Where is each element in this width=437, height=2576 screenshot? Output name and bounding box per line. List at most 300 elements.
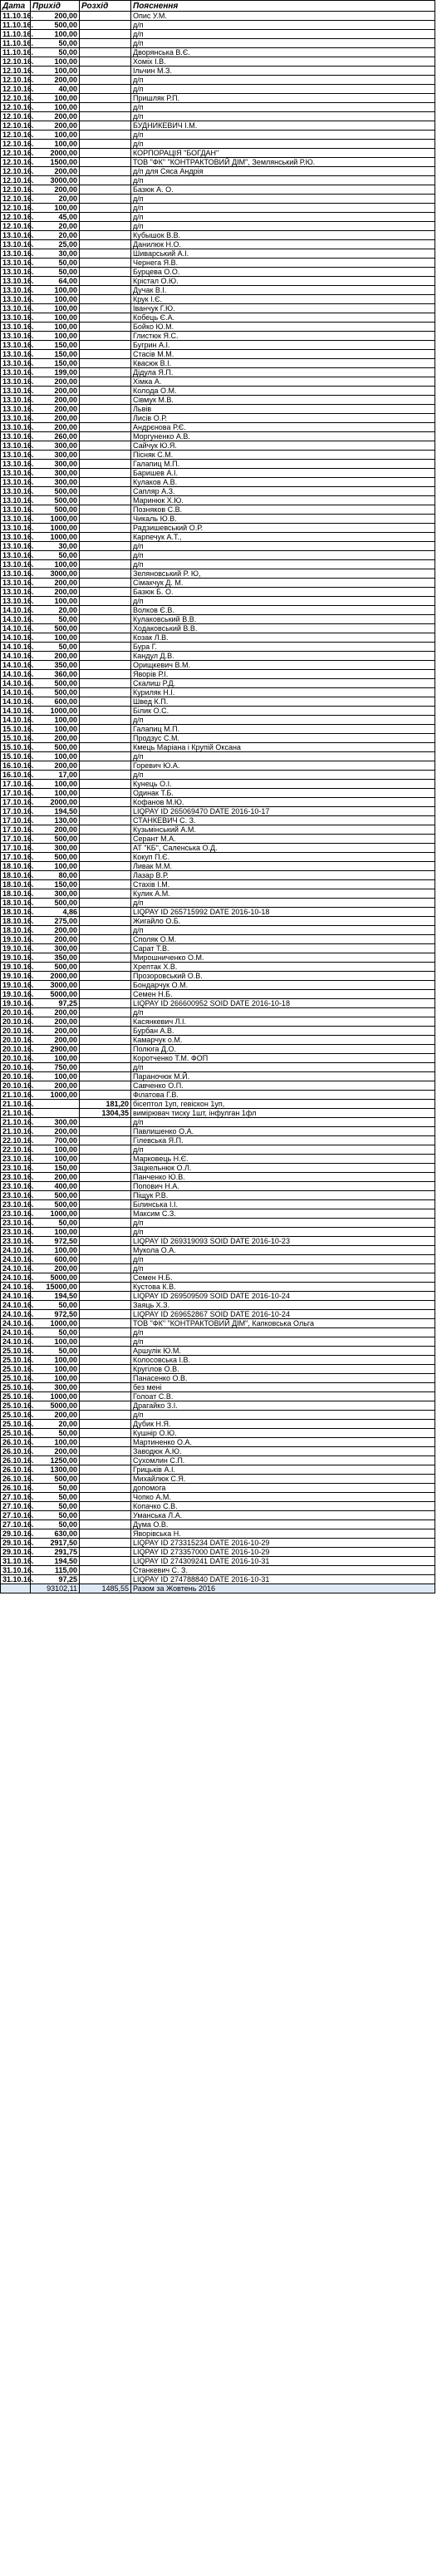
cell-expense xyxy=(80,734,131,743)
cell-note: Глистюк Я.С. xyxy=(131,332,435,341)
cell-expense xyxy=(80,1520,131,1529)
table-row xyxy=(1,597,435,606)
cell-income: 50,00 xyxy=(31,48,80,57)
cell-income: 100,00 xyxy=(31,1145,80,1155)
cell-income: 300,00 xyxy=(31,1383,80,1392)
cell-expense xyxy=(80,780,131,789)
cell-income: 200,00 xyxy=(31,1173,80,1182)
cell-note: Волков Є.В. xyxy=(131,606,435,615)
cell-date: 25.10.16. xyxy=(1,1420,31,1429)
cell-date: 17.10.16. xyxy=(1,816,31,825)
cell-income: 50,00 xyxy=(31,1219,80,1228)
cell-note: Полюга Д.О. xyxy=(131,1045,435,1054)
cell-note: Касянкевич Л.І. xyxy=(131,1017,435,1027)
cell-note: LIQPAY ID 265715992 DATE 2016-10-18 xyxy=(131,908,435,917)
cell-note: д/п xyxy=(131,103,435,112)
cell-expense xyxy=(80,1182,131,1191)
cell-date: 17.10.16. xyxy=(1,807,31,816)
table-row xyxy=(1,533,435,542)
cell-date: 24.10.16. xyxy=(1,1310,31,1319)
cell-date: 29.10.16. xyxy=(1,1548,31,1557)
cell-date: 15.10.16. xyxy=(1,743,31,752)
table-row xyxy=(1,1356,435,1365)
cell-date: 14.10.16. xyxy=(1,652,31,661)
cell-income: 275,00 xyxy=(31,917,80,926)
cell-expense xyxy=(80,1511,131,1520)
cell-expense xyxy=(80,268,131,277)
cell-note: Сапляр А.З. xyxy=(131,487,435,496)
cell-date: 19.10.16. xyxy=(1,963,31,972)
cell-note: Сівмук М.В. xyxy=(131,396,435,405)
table-row xyxy=(1,1264,435,1273)
cell-income: 200,00 xyxy=(31,935,80,944)
cell-income: 100,00 xyxy=(31,1054,80,1063)
cell-date: 13.10.16. xyxy=(1,505,31,515)
cell-expense xyxy=(80,12,131,21)
cell-note: Швед К.П. xyxy=(131,697,435,707)
cell-date: 13.10.16. xyxy=(1,304,31,313)
cell-income: 50,00 xyxy=(31,615,80,624)
cell-expense xyxy=(80,515,131,524)
cell-note: Кофанов М.Ю. xyxy=(131,798,435,807)
cell-expense xyxy=(80,1566,131,1575)
cell-expense xyxy=(80,789,131,798)
cell-expense xyxy=(80,66,131,76)
table-row xyxy=(1,112,435,121)
cell-expense xyxy=(80,688,131,697)
table-row xyxy=(1,697,435,707)
table-row xyxy=(1,889,435,899)
cell-date: 18.10.16. xyxy=(1,908,31,917)
cell-income: 360,00 xyxy=(31,670,80,679)
table-row xyxy=(1,204,435,213)
cell-income: 500,00 xyxy=(31,505,80,515)
cell-note: Базюк А. О. xyxy=(131,185,435,195)
cell-income: 100,00 xyxy=(31,560,80,569)
cell-income: 750,00 xyxy=(31,1063,80,1072)
cell-date: 29.10.16. xyxy=(1,1539,31,1548)
cell-date: 13.10.16. xyxy=(1,432,31,441)
cell-note: Крістал О.Ю. xyxy=(131,277,435,286)
table-row xyxy=(1,551,435,560)
cell-income: 200,00 xyxy=(31,825,80,835)
cell-note: Заводюк А.Ю. xyxy=(131,1447,435,1456)
table-row xyxy=(1,1447,435,1456)
table-row xyxy=(1,441,435,451)
cell-note: Кустова К.В. xyxy=(131,1283,435,1292)
cell-income: 5000,00 xyxy=(31,990,80,999)
cell-expense xyxy=(80,213,131,222)
cell-expense xyxy=(80,1145,131,1155)
cell-expense xyxy=(80,1383,131,1392)
cell-income: 200,00 xyxy=(31,1036,80,1045)
cell-expense xyxy=(80,1502,131,1511)
cell-income: 100,00 xyxy=(31,304,80,313)
cell-expense xyxy=(80,185,131,195)
cell-note: Піщук Р.В. xyxy=(131,1191,435,1200)
table-row xyxy=(1,377,435,387)
cell-expense xyxy=(80,990,131,999)
cell-income: 500,00 xyxy=(31,679,80,688)
cell-note: Споляк О.М. xyxy=(131,935,435,944)
cell-expense xyxy=(80,140,131,149)
cell-note: Чопко А.М. xyxy=(131,1493,435,1502)
table-row xyxy=(1,880,435,889)
cell-note: LIQPAY ID 265069470 DATE 2016-10-17 xyxy=(131,807,435,816)
cell-income: 500,00 xyxy=(31,743,80,752)
cell-expense xyxy=(80,350,131,359)
cell-date: 24.10.16. xyxy=(1,1255,31,1264)
cell-date: 14.10.16. xyxy=(1,688,31,697)
cell-date: 24.10.16. xyxy=(1,1292,31,1301)
cell-date: 26.10.16. xyxy=(1,1447,31,1456)
ledger-body xyxy=(1,12,435,1584)
cell-note: Хоміх І.В. xyxy=(131,57,435,66)
cell-note: Яворівська Н. xyxy=(131,1529,435,1539)
cell-date: 12.10.16. xyxy=(1,149,31,158)
cell-income: 20,00 xyxy=(31,1420,80,1429)
cell-note: Чернега Я.В. xyxy=(131,259,435,268)
cell-note: д/п xyxy=(131,21,435,30)
cell-expense xyxy=(80,862,131,871)
cell-income: 200,00 xyxy=(31,761,80,771)
cell-expense xyxy=(80,624,131,633)
cell-income: 100,00 xyxy=(31,1438,80,1447)
cell-date: 12.10.16. xyxy=(1,167,31,176)
cell-note: д/п xyxy=(131,112,435,121)
table-row xyxy=(1,323,435,332)
cell-income: 600,00 xyxy=(31,697,80,707)
cell-date: 27.10.16. xyxy=(1,1502,31,1511)
table-row xyxy=(1,624,435,633)
cell-date: 11.10.16. xyxy=(1,30,31,39)
cell-income: 50,00 xyxy=(31,268,80,277)
table-row xyxy=(1,588,435,597)
cell-date: 18.10.16. xyxy=(1,899,31,908)
table-row xyxy=(1,1118,435,1127)
cell-expense xyxy=(80,1310,131,1319)
cell-date: 14.10.16. xyxy=(1,670,31,679)
cell-date: 26.10.16. xyxy=(1,1475,31,1484)
table-row xyxy=(1,30,435,39)
table-row xyxy=(1,743,435,752)
cell-income: 50,00 xyxy=(31,1493,80,1502)
cell-expense xyxy=(80,761,131,771)
cell-income: 64,00 xyxy=(31,277,80,286)
cell-note: Ливак М.М. xyxy=(131,862,435,871)
table-row xyxy=(1,1484,435,1493)
cell-note: д/п xyxy=(131,1328,435,1337)
cell-date: 23.10.16. xyxy=(1,1228,31,1237)
cell-expense xyxy=(80,1264,131,1273)
cell-note: LIQPAY ID 273357000 DATE 2016-10-29 xyxy=(131,1548,435,1557)
cell-income: 1000,00 xyxy=(31,707,80,716)
cell-date: 13.10.16. xyxy=(1,259,31,268)
cell-income: 100,00 xyxy=(31,597,80,606)
cell-note: д/п xyxy=(131,1255,435,1264)
cell-expense xyxy=(80,670,131,679)
cell-income: 1250,00 xyxy=(31,1456,80,1465)
cell-income: 50,00 xyxy=(31,551,80,560)
cell-note: Сухомлин С.П. xyxy=(131,1456,435,1465)
cell-note: д/п xyxy=(131,1228,435,1237)
table-row xyxy=(1,1557,435,1566)
table-row xyxy=(1,1164,435,1173)
cell-expense xyxy=(80,1456,131,1465)
cell-income: 150,00 xyxy=(31,1164,80,1173)
table-row xyxy=(1,1374,435,1383)
cell-expense xyxy=(80,1292,131,1301)
cell-date: 14.10.16. xyxy=(1,661,31,670)
table-row xyxy=(1,752,435,761)
table-row xyxy=(1,259,435,268)
cell-date: 12.10.16. xyxy=(1,131,31,140)
cell-expense xyxy=(80,972,131,981)
cell-date: 31.10.16. xyxy=(1,1566,31,1575)
cell-income: 100,00 xyxy=(31,30,80,39)
table-row xyxy=(1,39,435,48)
cell-note: Продзус С.М. xyxy=(131,734,435,743)
cell-note: Опис У.М. xyxy=(131,12,435,21)
cell-income: 500,00 xyxy=(31,496,80,505)
cell-income: 700,00 xyxy=(31,1136,80,1145)
cell-income: 1000,00 xyxy=(31,515,80,524)
cell-expense xyxy=(80,469,131,478)
table-row xyxy=(1,505,435,515)
cell-expense xyxy=(80,195,131,204)
cell-date: 19.10.16. xyxy=(1,981,31,990)
cell-note: Марковець Н.Є. xyxy=(131,1155,435,1164)
table-row xyxy=(1,1328,435,1337)
cell-expense xyxy=(80,39,131,48)
table-row xyxy=(1,899,435,908)
table-row xyxy=(1,1237,435,1246)
table-row xyxy=(1,1438,435,1447)
table-row xyxy=(1,304,435,313)
cell-expense xyxy=(80,707,131,716)
cell-expense xyxy=(80,825,131,835)
cell-note: Копачко С.В. xyxy=(131,1502,435,1511)
cell-expense xyxy=(80,1017,131,1027)
table-row xyxy=(1,716,435,725)
cell-date: 19.10.16. xyxy=(1,944,31,953)
cell-expense xyxy=(80,798,131,807)
cell-date: 13.10.16. xyxy=(1,414,31,423)
cell-expense xyxy=(80,1411,131,1420)
cell-expense xyxy=(80,487,131,496)
cell-date: 14.10.16. xyxy=(1,615,31,624)
cell-income: 50,00 xyxy=(31,1502,80,1511)
table-row xyxy=(1,917,435,926)
cell-note: Маринюк Х.Ю. xyxy=(131,496,435,505)
cell-date: 14.10.16. xyxy=(1,716,31,725)
cell-expense xyxy=(80,1219,131,1228)
table-row xyxy=(1,131,435,140)
cell-note: Пісняк С.М. xyxy=(131,451,435,460)
table-row xyxy=(1,679,435,688)
table-row xyxy=(1,121,435,131)
cell-income: 50,00 xyxy=(31,1328,80,1337)
table-row xyxy=(1,981,435,990)
cell-expense xyxy=(80,1347,131,1356)
cell-note: д/п xyxy=(131,1337,435,1347)
cell-income: 30,00 xyxy=(31,542,80,551)
cell-note: Куриляк Н.І. xyxy=(131,688,435,697)
cell-income: 200,00 xyxy=(31,734,80,743)
cell-date: 13.10.16. xyxy=(1,368,31,377)
cell-expense xyxy=(80,1493,131,1502)
cell-date: 13.10.16. xyxy=(1,405,31,414)
cell-note: Лисів О.Р. xyxy=(131,414,435,423)
table-row xyxy=(1,66,435,76)
cell-date: 29.10.16. xyxy=(1,1529,31,1539)
cell-note: д/п xyxy=(131,222,435,231)
cell-income: 1000,00 xyxy=(31,1091,80,1100)
table-row xyxy=(1,670,435,679)
cell-date: 25.10.16. xyxy=(1,1347,31,1356)
cell-date: 20.10.16. xyxy=(1,1045,31,1054)
cell-expense xyxy=(80,725,131,734)
cell-date: 26.10.16. xyxy=(1,1456,31,1465)
cell-date: 19.10.16. xyxy=(1,999,31,1008)
cell-note: Квасюк В.І. xyxy=(131,359,435,368)
cell-income: 45,00 xyxy=(31,213,80,222)
cell-note: Моргуненко А.В. xyxy=(131,432,435,441)
total-note: Разом за Жовтень 2016 xyxy=(131,1584,435,1593)
cell-note: Ільчин М.З. xyxy=(131,66,435,76)
table-row xyxy=(1,780,435,789)
table-row xyxy=(1,908,435,917)
cell-note: Кузьмінський А.М. xyxy=(131,825,435,835)
cell-income: 199,00 xyxy=(31,368,80,377)
total-row xyxy=(1,1584,435,1593)
table-row xyxy=(1,1145,435,1155)
cell-expense xyxy=(80,94,131,103)
table-row xyxy=(1,963,435,972)
cell-note: Карпечук А.Т., xyxy=(131,533,435,542)
cell-note: Мукола О.А. xyxy=(131,1246,435,1255)
cell-date: 31.10.16. xyxy=(1,1575,31,1584)
cell-date: 17.10.16. xyxy=(1,844,31,853)
cell-date: 14.10.16. xyxy=(1,624,31,633)
table-row xyxy=(1,21,435,30)
cell-note: Крук І.Є. xyxy=(131,295,435,304)
cell-note: Кулаков А.В. xyxy=(131,478,435,487)
cell-expense xyxy=(80,917,131,926)
table-row xyxy=(1,1054,435,1063)
table-row xyxy=(1,1017,435,1027)
table-row xyxy=(1,1219,435,1228)
cell-expense xyxy=(80,597,131,606)
table-row xyxy=(1,1182,435,1191)
cell-note: Камарчук о.М. xyxy=(131,1036,435,1045)
cell-date: 13.10.16. xyxy=(1,396,31,405)
cell-note: Гілевська Я.П. xyxy=(131,1136,435,1145)
cell-income: 200,00 xyxy=(31,76,80,85)
cell-date: 27.10.16. xyxy=(1,1520,31,1529)
cell-date: 14.10.16. xyxy=(1,707,31,716)
cell-income: 3000,00 xyxy=(31,981,80,990)
cell-income: 100,00 xyxy=(31,1356,80,1365)
cell-income: 100,00 xyxy=(31,1337,80,1347)
cell-note: Колосовська І.В. xyxy=(131,1356,435,1365)
table-row xyxy=(1,1411,435,1420)
cell-expense xyxy=(80,1356,131,1365)
table-row xyxy=(1,1502,435,1511)
cell-income: 100,00 xyxy=(31,103,80,112)
cell-expense xyxy=(80,377,131,387)
cell-expense xyxy=(80,57,131,66)
cell-note: Бурбан А.В. xyxy=(131,1027,435,1036)
header-date: Дата xyxy=(1,1,31,12)
table-row xyxy=(1,972,435,981)
cell-note: д/п xyxy=(131,542,435,551)
cell-date: 12.10.16. xyxy=(1,204,31,213)
cell-date: 23.10.16. xyxy=(1,1219,31,1228)
cell-expense xyxy=(80,304,131,313)
table-row xyxy=(1,423,435,432)
cell-date: 12.10.16. xyxy=(1,222,31,231)
cell-income: 500,00 xyxy=(31,963,80,972)
cell-income: 194,50 xyxy=(31,1292,80,1301)
cell-expense xyxy=(80,478,131,487)
cell-note: Савченко О.П. xyxy=(131,1081,435,1091)
cell-expense xyxy=(80,661,131,670)
cell-income: 200,00 xyxy=(31,1127,80,1136)
cell-note: ТОВ "ФК" "КОНТРАКТОВИЙ ДІМ", Капковська Ольга xyxy=(131,1319,435,1328)
cell-income: 500,00 xyxy=(31,1475,80,1484)
cell-income: 3000,00 xyxy=(31,569,80,579)
cell-note: Кокуп П.Є. xyxy=(131,853,435,862)
cell-income: 200,00 xyxy=(31,423,80,432)
cell-income: 100,00 xyxy=(31,1228,80,1237)
cell-income: 630,00 xyxy=(31,1529,80,1539)
table-row xyxy=(1,432,435,441)
cell-note: Дубик Н.Я. xyxy=(131,1420,435,1429)
cell-expense xyxy=(80,30,131,39)
cell-date: 23.10.16. xyxy=(1,1182,31,1191)
cell-date: 13.10.16. xyxy=(1,569,31,579)
table-row xyxy=(1,1081,435,1091)
cell-income: 2917,50 xyxy=(31,1539,80,1548)
table-row xyxy=(1,1292,435,1301)
cell-income: 100,00 xyxy=(31,725,80,734)
table-row xyxy=(1,213,435,222)
cell-date: 21.10.16. xyxy=(1,1100,31,1109)
table-row xyxy=(1,542,435,551)
cell-note: Дворянська В.Є. xyxy=(131,48,435,57)
cell-expense xyxy=(80,1118,131,1127)
cell-date: 13.10.16. xyxy=(1,560,31,569)
cell-note: СТАНКЕВИЧ С. З. xyxy=(131,816,435,825)
cell-income: 2000,00 xyxy=(31,798,80,807)
table-row xyxy=(1,560,435,569)
cell-income: 100,00 xyxy=(31,94,80,103)
cell-date: 12.10.16. xyxy=(1,66,31,76)
table-row xyxy=(1,789,435,798)
cell-date: 25.10.16. xyxy=(1,1411,31,1420)
cell-income: 100,00 xyxy=(31,286,80,295)
table-row xyxy=(1,1136,435,1145)
cell-expense xyxy=(80,1401,131,1411)
cell-income: 300,00 xyxy=(31,944,80,953)
cell-note: Прозоровський О.В. xyxy=(131,972,435,981)
cell-date: 13.10.16. xyxy=(1,423,31,432)
cell-note: д/п xyxy=(131,1411,435,1420)
table-row xyxy=(1,1283,435,1292)
cell-income: 200,00 xyxy=(31,1447,80,1456)
cell-date: 23.10.16. xyxy=(1,1173,31,1182)
